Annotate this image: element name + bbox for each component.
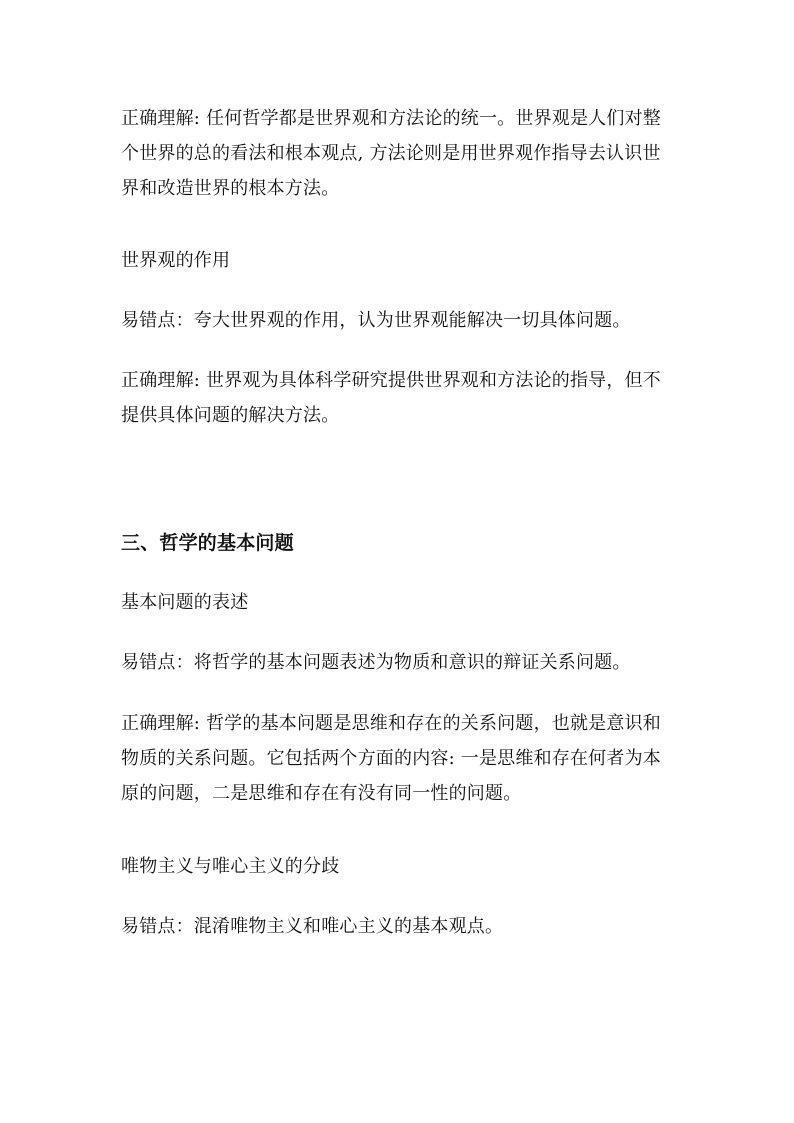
paragraph-error-point-basic-question: 易错点：将哲学的基本问题表述为物质和意识的辩证关系问题。 [121,652,631,673]
paragraph-error-point-worldview: 易错点：夸大世界观的作用，认为世界观能解决一切具体问题。 [121,310,631,331]
paragraph-line: 提供具体问题的解决方法。 [121,405,340,426]
paragraph-line: 物质的关系问题。它包括两个方面的内容: 一是思维和存在何者为本 [121,748,661,769]
paragraph-correct-understanding-philosophy [121,101,677,206]
paragraph-correct-understanding-worldview [121,363,677,433]
paragraph-correct-understanding-basic-question [121,706,677,811]
section-heading-basic-question: 三、哲学的基本问题 [121,532,294,554]
paragraph-line: 正确理解: 哲学的基本问题是思维和存在的关系问题，也就是意识和 [121,713,661,734]
paragraph-line: 原的问题，二是思维和存在有没有同一性的问题。 [121,783,522,804]
paragraph-line: 个世界的总的看法和根本观点, 方法论则是用世界观作指导去认识世 [121,143,661,164]
subheading-basic-question-statement: 基本问题的表述 [121,592,249,613]
paragraph-error-point-materialism: 易错点：混淆唯物主义和唯心主义的基本观点。 [121,916,504,937]
subheading-materialism-idealism: 唯物主义与唯心主义的分歧 [121,856,340,877]
paragraph-line: 正确理解: 任何哲学都是世界观和方法论的统一。世界观是人们对整 [121,108,661,129]
subheading-worldview-role: 世界观的作用 [121,250,231,271]
paragraph-line: 正确理解: 世界观为具体科学研究提供世界观和方法论的指导，但不 [121,370,661,391]
paragraph-line: 界和改造世界的根本方法。 [121,178,340,199]
